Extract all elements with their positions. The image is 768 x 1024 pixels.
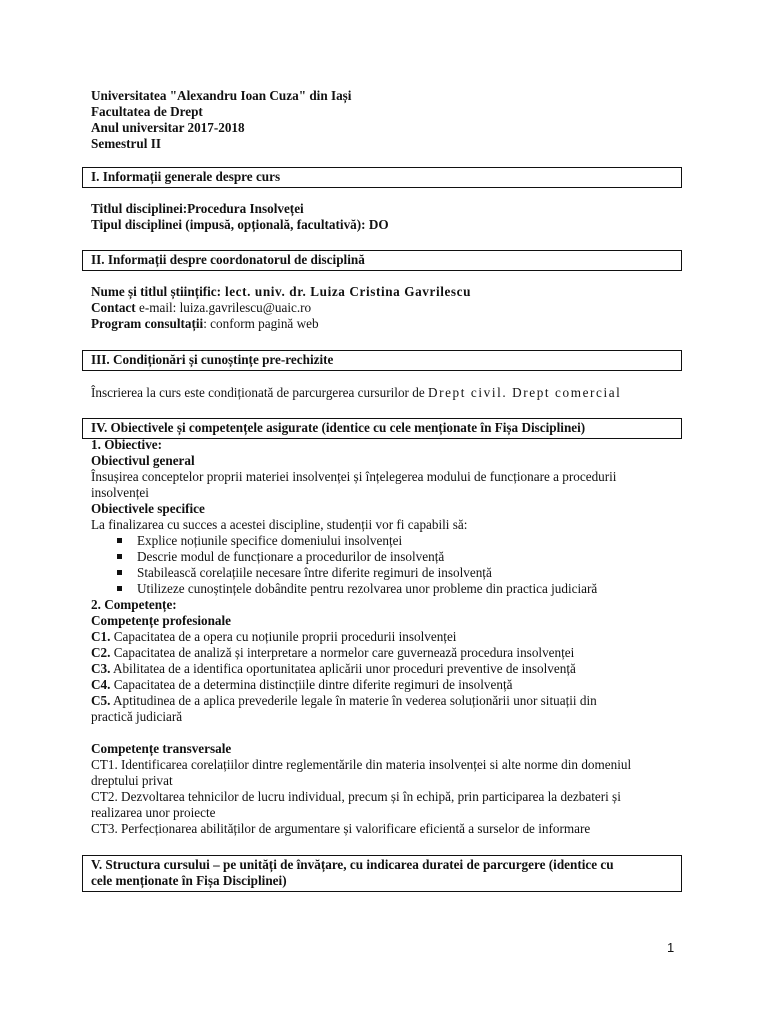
competence-code: C2. — [91, 645, 111, 660]
section-heading-text: IV. Obiectivele și competențele asigurate (identice cu cele menționate în Fișa Disciplinei) — [91, 420, 586, 435]
section-heading-objectives — [82, 418, 682, 439]
bullet-icon — [117, 538, 122, 543]
prerequisites-text — [91, 385, 691, 401]
list-item-text: Explice noțiunile specifice domeniului insolvenței — [137, 533, 403, 548]
prerequisites-line — [91, 385, 691, 401]
discipline-title-row — [91, 201, 691, 217]
page-number: 1 — [667, 940, 675, 955]
specific-objectives-heading: Obiectivele specifice — [91, 501, 205, 516]
competence-c5 — [91, 693, 691, 709]
coordinator-name-value: lect. univ. dr. Luiza Cristina Gavrilescu — [221, 284, 472, 299]
specific-objectives-list — [91, 533, 691, 597]
competence-c1 — [91, 629, 691, 645]
discipline-type-value: DO — [365, 217, 389, 232]
section-heading-prerequisites — [82, 350, 682, 371]
competence-text: Capacitatea de a opera cu noțiunile proprii procedurii insolvenței — [110, 629, 457, 644]
spacer — [91, 725, 691, 741]
competence-code: C1. — [91, 629, 111, 644]
competence-ct2-continued: realizarea unor proiecte — [91, 805, 216, 820]
prerequisites-sentence: Înscrierea la curs este condiționată de parcurgerea cursurilor de — [91, 385, 428, 400]
competence-text: Capacitatea de analiză și interpretare a normelor care guvernează procedura insolvenței — [110, 645, 575, 660]
competence-ct1: CT1. Identificarea corelațiilor dintre reglementările din materia insolvenței si alte norme din domeniul — [91, 757, 632, 772]
discipline-info — [91, 201, 691, 233]
competence-text: Abilitatea de a identifica oportunitatea aplicării unor proceduri preventive de insolvență — [110, 661, 576, 676]
competence-ct3: CT3. Perfecționarea abilităților de argumentare și valorificare eficientă a surselor de informare — [91, 821, 591, 836]
list-item — [91, 549, 691, 565]
list-item — [91, 581, 691, 597]
discipline-type-row — [91, 217, 691, 233]
competence-c5-continued: practică judiciară — [91, 709, 183, 724]
competence-c4 — [91, 677, 691, 693]
competence-ct2: CT2. Dezvoltarea tehnicilor de lucru individual, precum și în echipă, prin participarea la dezbateri și — [91, 789, 621, 804]
bullet-icon — [117, 570, 122, 575]
university-name: Universitatea "Alexandru Ioan Cuza" din Iași — [91, 88, 352, 103]
section-heading-text-continued: cele menționate în Fișa Disciplinei) — [91, 873, 287, 888]
competence-text: Capacitatea de a determina distincțiile dintre diferite regimuri de insolvență — [110, 677, 513, 692]
list-item — [91, 533, 691, 549]
coordinator-contact-label: Contact — [91, 300, 136, 315]
semester: Semestrul II — [91, 136, 161, 151]
coordinator-program-value: : conform pagină web — [203, 316, 319, 331]
coordinator-info — [91, 284, 691, 332]
professional-competences-heading: Competențe profesionale — [91, 613, 232, 628]
coordinator-email[interactable]: e-mail: luiza.gavrilescu@uaic.ro — [135, 300, 312, 315]
general-objective-heading: Obiectivul general — [91, 453, 195, 468]
coordinator-program-label: Program consultații — [91, 316, 204, 331]
competence-text: Aptitudinea de a aplica prevederile legale în materie în vederea soluționării unor situații din — [110, 693, 597, 708]
coordinator-name-label: Nume și titlul științific: — [91, 284, 222, 299]
section-heading-text: V. Structura cursului – pe unități de învățare, cu indicarea duratei de parcurgere (identice cu — [91, 857, 614, 872]
section-heading-text: I. Informații generale despre curs — [91, 169, 281, 184]
discipline-title-label: Titlul disciplinei: — [91, 201, 188, 216]
section-heading-course-structure — [82, 855, 682, 892]
faculty-name: Facultatea de Drept — [91, 104, 203, 119]
bullet-icon — [117, 554, 122, 559]
competence-c2 — [91, 645, 691, 661]
list-item-text: Descrie modul de funcționare a procedurilor de insolvență — [137, 549, 445, 564]
competence-c3 — [91, 661, 691, 677]
section-heading-text: III. Condiționări și cunoștințe pre-rechizite — [91, 352, 334, 367]
general-objective-line-2: insolvenței — [91, 485, 149, 500]
list-item-text: Stabilească corelațiile necesare între diferite regimuri de insolvență — [137, 565, 492, 580]
discipline-type-label: Tipul disciplinei (impusă, opțională, facultativă): — [91, 217, 366, 232]
section-heading-coordinator — [82, 250, 682, 271]
bullet-icon — [117, 586, 122, 591]
coordinator-program-row — [91, 316, 691, 332]
competence-code: C3. — [91, 661, 111, 676]
discipline-title-value: Procedura Insolveței — [187, 201, 304, 216]
section-heading-general-info — [82, 167, 682, 188]
general-objective-line-1: Însușirea conceptelor proprii materiei insolvenței și înțelegerea modului de funcționare a procedurii — [91, 469, 617, 484]
objectives-heading: 1. Obiective: — [91, 437, 163, 452]
section-heading-text: II. Informații despre coordonatorul de disciplină — [91, 252, 365, 267]
competence-code: C5. — [91, 693, 111, 708]
document-header — [91, 88, 691, 152]
coordinator-name-row — [91, 284, 691, 300]
objectives-block — [91, 437, 691, 837]
prerequisites-courses: Drept civil. Drept comercial — [427, 385, 622, 400]
competence-ct1-continued: dreptului privat — [91, 773, 173, 788]
transversal-competences-heading: Competențe transversale — [91, 741, 232, 756]
academic-year: Anul universitar 2017-2018 — [91, 120, 245, 135]
coordinator-contact-row — [91, 300, 691, 316]
list-item — [91, 565, 691, 581]
competences-heading: 2. Competențe: — [91, 597, 177, 612]
competence-code: C4. — [91, 677, 111, 692]
list-item-text: Utilizeze cunoștințele dobândite pentru rezolvarea unor probleme din practica judiciară — [137, 581, 598, 596]
specific-objectives-intro: La finalizarea cu succes a acestei discipline, studenții vor fi capabili să: — [91, 517, 468, 532]
